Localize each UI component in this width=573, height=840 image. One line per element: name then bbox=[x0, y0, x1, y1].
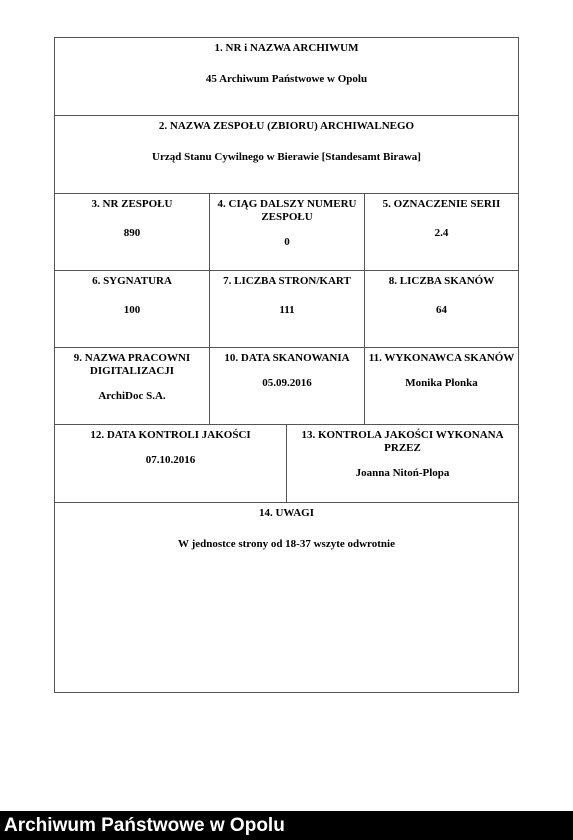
field-notes bbox=[55, 503, 518, 694]
field-value: 45 Archiwum Państwowe w Opolu bbox=[205, 73, 368, 85]
field-series bbox=[365, 194, 518, 270]
field-archive bbox=[55, 38, 518, 115]
field-label: 2. NAZWA ZESPOŁU (ZBIORU) ARCHIWALNEGO bbox=[158, 120, 415, 132]
field-digitization-lab bbox=[55, 348, 210, 424]
form-row-fonds-numbers bbox=[55, 194, 518, 271]
field-value: 2.4 bbox=[434, 227, 449, 239]
field-value: Urząd Stanu Cywilnego w Bierawie [Standesamt Birawa] bbox=[152, 151, 421, 163]
field-label: 13. KONTROLA JAKOŚCI WYKONANA PRZEZ bbox=[301, 429, 504, 454]
form-row-quality-control bbox=[55, 425, 518, 503]
field-fonds-number-continuation bbox=[210, 194, 365, 270]
field-label: 4. CIĄG DALSZY NUMERU ZESPOŁU bbox=[217, 198, 357, 223]
field-value: 890 bbox=[123, 227, 141, 239]
field-value: 100 bbox=[123, 304, 141, 316]
archive-footer-banner: Archiwum Państwowe w Opolu bbox=[0, 811, 573, 840]
field-label: 14. UWAGI bbox=[258, 507, 314, 519]
field-value: W jednostce strony od 18-37 wszyte odwrotnie bbox=[178, 538, 395, 550]
field-value: 05.09.2016 bbox=[262, 377, 312, 389]
field-label: 5. OZNACZENIE SERII bbox=[382, 198, 501, 210]
field-value: 0 bbox=[284, 236, 290, 248]
field-value: ArchiDoc S.A. bbox=[98, 390, 166, 402]
field-label: 8. LICZBA SKANÓW bbox=[388, 275, 495, 287]
form-row-fonds-name bbox=[55, 116, 518, 194]
field-fonds-name bbox=[55, 116, 518, 193]
field-value: 07.10.2016 bbox=[145, 454, 196, 466]
form-row-counts bbox=[55, 271, 518, 348]
form-row-digitization bbox=[55, 348, 518, 425]
field-qc-operator bbox=[287, 425, 518, 502]
field-label: 12. DATA KONTROLI JAKOŚCI bbox=[90, 429, 251, 441]
form-row-notes bbox=[55, 503, 518, 694]
metadata-form bbox=[54, 37, 519, 693]
field-label: 7. LICZBA STRON/KART bbox=[223, 275, 351, 287]
field-page-count bbox=[210, 271, 365, 347]
field-label: 1. NR i NAZWA ARCHIWUM bbox=[214, 42, 359, 54]
form-row-archive bbox=[55, 38, 518, 116]
field-qc-date bbox=[55, 425, 287, 502]
field-fonds-number bbox=[55, 194, 210, 270]
field-label: 6. SYGNATURA bbox=[92, 275, 172, 287]
field-value: 64 bbox=[436, 304, 447, 316]
field-label: 10. DATA SKANOWANIA bbox=[224, 352, 350, 364]
field-label: 3. NR ZESPOŁU bbox=[91, 198, 173, 210]
field-label: 11. WYKONAWCA SKANÓW bbox=[368, 352, 515, 364]
field-signature bbox=[55, 271, 210, 347]
field-scan-date bbox=[210, 348, 365, 424]
field-value: Joanna Nitoń-Plopa bbox=[355, 467, 450, 479]
field-scan-operator bbox=[365, 348, 518, 424]
field-scan-count bbox=[365, 271, 518, 347]
field-value: Monika Płonka bbox=[405, 377, 478, 389]
field-label: 9. NAZWA PRACOWNI DIGITALIZACJI bbox=[73, 352, 191, 377]
field-value: 111 bbox=[279, 304, 295, 316]
